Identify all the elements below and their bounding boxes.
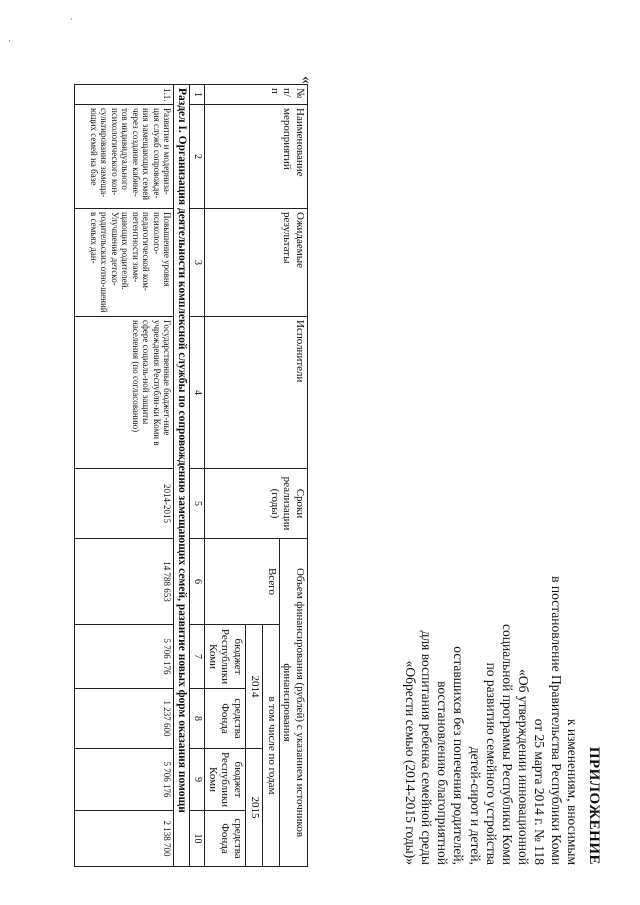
col-header-2014: 2014: [246, 625, 263, 749]
funding-table: [75, 84, 309, 867]
col-number: 4: [190, 317, 206, 469]
header-line: для воспитания ребенка семейной среды: [418, 630, 434, 865]
row-terms: 2014-2015: [75, 469, 174, 539]
col-header-total: Всего: [205, 539, 280, 625]
col-header-fund-2014: средства Фонда: [205, 689, 246, 749]
col-number: 9: [190, 749, 206, 811]
row-budget-2015: 5 706 176: [75, 749, 174, 811]
col-header-budget-2014: бюджет Республики Коми: [205, 625, 246, 689]
header-line: в постановление Правительства Республики Коми: [548, 576, 564, 865]
col-header-name: Наименование мероприятий: [205, 105, 308, 209]
col-header-fund-2015: средства Фонда: [205, 811, 246, 867]
appendix-title: ПРИЛОЖЕНИЕ: [586, 746, 602, 865]
col-header-budget-2015: бюджет Республики Коми: [205, 749, 246, 811]
col-header-terms: Сроки реализации (годы): [205, 469, 308, 539]
appendix-header: [402, 545, 602, 865]
col-header-num: № п/п: [205, 85, 308, 105]
row-fund-2014: 1 237 600: [75, 689, 174, 749]
opening-quote: «: [298, 76, 315, 84]
col-header-by-years: в том числе по годам: [263, 625, 280, 867]
col-header-2015: 2015: [246, 749, 263, 867]
header-line: «Обрести семью (2014-2015 годы)»: [402, 660, 418, 865]
col-number: 1: [190, 85, 206, 105]
table-row: [75, 85, 174, 867]
header-line: детей-сирот и детей,: [467, 746, 483, 865]
col-number: 7: [190, 625, 206, 689]
section-title: Раздел I. Организация деятельности комплексной службы по сопровождению замещающих семей, развитие новых форм оказания помощи: [174, 85, 190, 867]
row-name: Развитие и модерниза-ция служб сопровожде-ния замещающих семей через создание кабине-тов индивидуального психологического кон-сультирования замеща-ющих семей на базе: [75, 105, 174, 209]
scan-mark: ·: [70, 14, 73, 24]
row-total: 14 788 653: [75, 539, 174, 625]
header-line: восстановлению благоприятной: [435, 681, 451, 865]
header-line: от 25 марта 2014 г. № 118: [532, 718, 548, 865]
col-number: 3: [190, 209, 206, 317]
header-line: «Об утверждении инновационной: [516, 669, 532, 865]
header-line: по развитию семейного устройства: [483, 662, 499, 865]
row-executors: Государственные бюджет-ные учреждения Республи-ки Коми в сфере социаль-ной защиты населения (по согласованию): [75, 317, 174, 469]
row-results: Повышение уровня психолого-педагогической ком-петентности заме-щающих родителей. Улучшение детско-родительских отно-шений в семьях дан-: [75, 209, 174, 317]
col-number: 10: [190, 811, 206, 867]
col-number: 8: [190, 689, 206, 749]
row-budget-2014: 5 706 176: [75, 625, 174, 689]
col-header-executors: Исполнители: [205, 317, 308, 469]
header-line: социальной программы Республики Коми: [499, 624, 515, 865]
row-fund-2015: 2 138 700: [75, 811, 174, 867]
header-line: оставшихся без попечения родителей,: [451, 646, 467, 865]
col-number: 5: [190, 469, 206, 539]
col-header-results: Ожидаемые результаты: [205, 209, 308, 317]
row-num: 1.1.: [75, 85, 174, 105]
header-line: к изменениям, вносимым: [564, 718, 580, 865]
scan-mark: ·: [8, 36, 11, 46]
col-header-funding: Объем финансирования (рублей) с указанием источников финансирования: [280, 539, 308, 867]
col-number: 6: [190, 539, 206, 625]
col-number: 2: [190, 105, 206, 209]
